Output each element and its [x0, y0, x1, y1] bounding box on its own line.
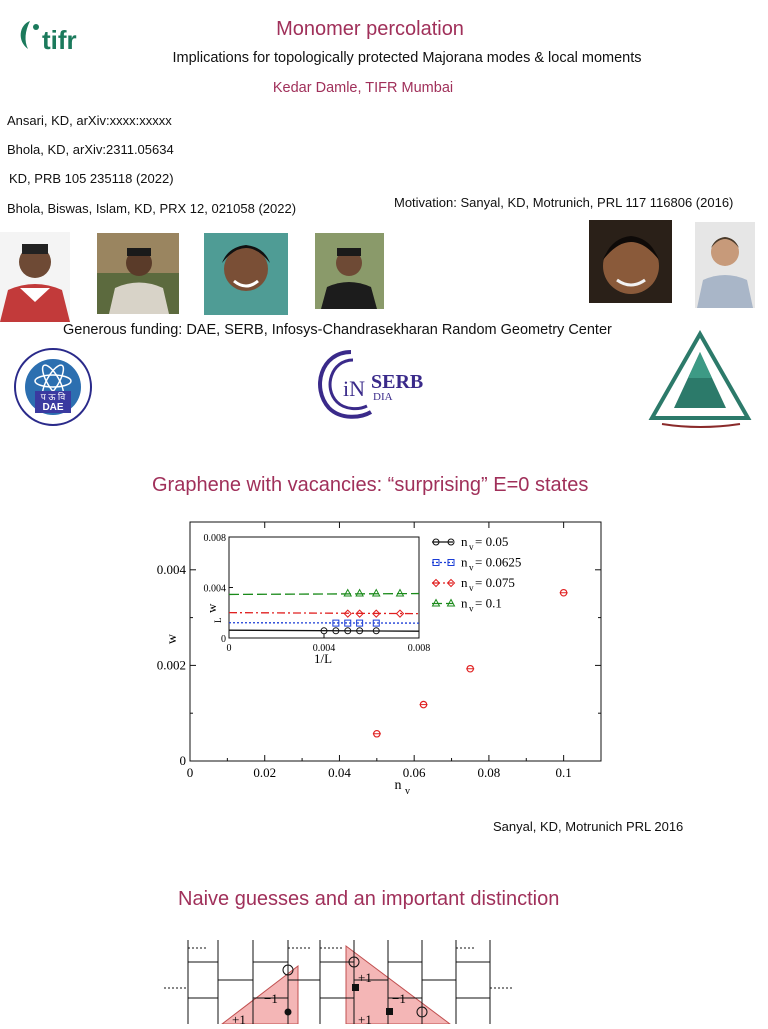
inset-data-point: [433, 600, 440, 607]
inset-y-axis-label: w: [204, 603, 219, 613]
legend-label-value: = 0.05: [475, 534, 508, 549]
diagram-label: +1: [358, 1012, 372, 1024]
serb-text: SERB: [371, 371, 423, 393]
section-title: Naive guesses and an important distinction: [178, 888, 559, 911]
x-tick-label: 0.06: [403, 765, 426, 780]
x-tick-label: 0.02: [253, 765, 276, 780]
legend-label: n: [461, 575, 468, 590]
coauthor-photo: [695, 222, 755, 308]
inset-x-tick-label: 0: [227, 643, 232, 654]
y-tick-label: 0.002: [157, 657, 186, 672]
legend-label: n: [461, 596, 468, 611]
dae-devanagari: प ऊ वि: [41, 391, 67, 402]
reference-item: Ansari, KD, arXiv:xxxx:xxxxx: [7, 113, 172, 128]
legend-label-value: = 0.075: [475, 575, 515, 590]
inset-x-tick-label: 0.004: [313, 643, 336, 654]
reference-item: KD, PRB 105 235118 (2022): [9, 171, 174, 186]
x-tick-label: 0: [187, 765, 194, 780]
inset-y-tick-label: 0.004: [204, 584, 227, 595]
lattice-diagram-svg: [160, 940, 520, 1024]
tree-triangle-icon: [648, 330, 752, 430]
author-line: Kedar Damle, TIFR Mumbai: [0, 80, 726, 96]
diagram-label: −1: [264, 991, 278, 1006]
inset-y-axis-label-sub: L: [213, 618, 223, 624]
y-tick-label: 0: [180, 753, 187, 768]
logo-text: tifr: [42, 25, 77, 55]
legend-label: n: [461, 534, 468, 549]
author-photo: [97, 233, 179, 314]
section-title: Graphene with vacancies: “surprising” E=0 states: [152, 474, 588, 497]
infosys-center-logo: [648, 330, 752, 430]
x-tick-label: 0.1: [556, 765, 572, 780]
inset-y-tick-label: 0: [221, 634, 226, 645]
inset-data-point: [448, 600, 455, 607]
legend-label-value: = 0.0625: [475, 555, 521, 570]
chart: [140, 515, 610, 800]
page-subtitle: Implications for topologically protected Majorana modes & local moments: [0, 50, 768, 66]
inset-y-tick-label: 0.008: [204, 533, 227, 544]
legend-label: n: [461, 555, 468, 570]
main-chart-svg: [140, 515, 610, 800]
reference-item: Bhola, KD, arXiv:2311.05634: [7, 142, 174, 157]
legend-label-value: = 0.1: [475, 596, 502, 611]
y-axis-label: w: [165, 633, 180, 644]
diagram-label: −1: [392, 991, 406, 1006]
x-tick-label: 0.08: [478, 765, 501, 780]
inset-x-axis-label: 1/L: [314, 651, 332, 666]
legend-label-sub: v: [469, 604, 474, 614]
x-axis-label-sub: v: [405, 786, 410, 797]
serb-logo-icon: [311, 348, 431, 420]
diagram-label: +1: [232, 1012, 246, 1024]
reference-item: Bhola, Biswas, Islam, KD, PRX 12, 021058 (2022): [7, 201, 296, 216]
figure-caption: Sanyal, KD, Motrunich PRL 2016: [493, 819, 683, 834]
x-axis-label: n: [395, 778, 402, 793]
serb-i: iN: [343, 376, 365, 401]
author-photo: [315, 233, 384, 309]
lattice-diagram: [160, 940, 520, 1024]
diagram-label: +1: [358, 970, 372, 985]
y-tick-label: 0.004: [157, 562, 187, 577]
dae-logo-icon: [11, 347, 95, 427]
serb-sub: DIA: [373, 391, 393, 403]
dae-logo: [11, 347, 95, 427]
serb-logo: [311, 348, 431, 420]
legend-label-sub: v: [469, 542, 474, 552]
legend-label-sub: v: [469, 563, 474, 573]
legend-label-sub: v: [469, 583, 474, 593]
page-title: Monomer percolation: [0, 18, 740, 41]
funding-line: Generous funding: DAE, SERB, Infosys-Chandrasekharan Random Geometry Center: [63, 322, 612, 338]
motivation-reference: Motivation: Sanyal, KD, Motrunich, PRL 117 116806 (2016): [394, 195, 733, 210]
dae-label: DAE: [42, 402, 63, 413]
inset-x-tick-label: 0.008: [408, 643, 431, 654]
author-photo: [0, 232, 70, 322]
coauthor-photo: [589, 220, 672, 303]
author-photo: [204, 233, 288, 315]
x-tick-label: 0.04: [328, 765, 351, 780]
